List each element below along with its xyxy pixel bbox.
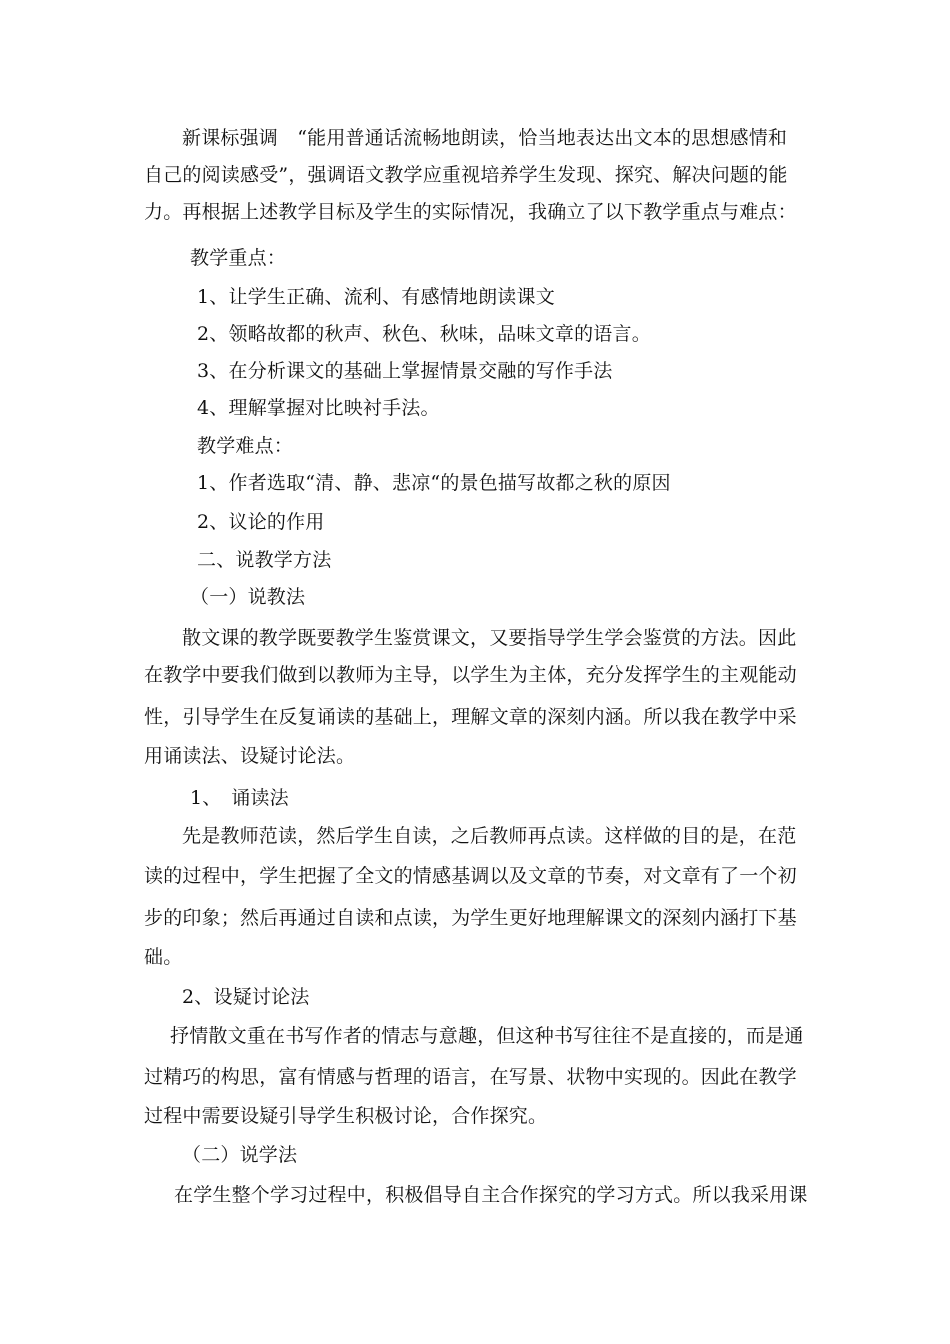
paragraph-line: 自己的阅读感受”，强调语文教学应重视培养学生发现、探究、解决问题的能 <box>144 164 788 186</box>
paragraph-line: 抒情散文重在书写作者的情志与意趣，但这种书写往往不是直接的，而是通 <box>170 1025 804 1047</box>
paragraph-line: 过程中需要设疑引导学生积极讨论，合作探究。 <box>144 1105 548 1127</box>
list-item: 2、领略故都的秋声、秋色、秋味，品味文章的语言。 <box>197 323 651 345</box>
paragraph-line: 步的印象；然后再通过自读和点读，为学生更好地理解课文的深刻内涵打下基 <box>144 907 797 929</box>
section-heading: 教学难点： <box>197 435 294 457</box>
subsection-heading: （一）说教法 <box>190 586 306 608</box>
subsection-heading: （二）说学法 <box>182 1144 298 1166</box>
list-item: 2、议论的作用 <box>197 511 325 533</box>
paragraph-line: 读的过程中，学生把握了全文的情感基调以及文章的节奏，对文章有了一个初 <box>144 865 797 887</box>
paragraph-line: 散文课的教学既要教学生鉴赏课文，又要指导学生学会鉴赏的方法。因此 <box>182 627 797 649</box>
paragraph-line: 过精巧的构思，富有情感与哲理的语言，在写景、状物中实现的。因此在教学 <box>144 1066 797 1088</box>
paragraph-line: 础。 <box>144 946 183 968</box>
paragraph-line: 性，引导学生在反复诵读的基础上，理解文章的深刻内涵。所以我在教学中采 <box>144 706 797 728</box>
method-heading: 1、 诵读法 <box>190 787 289 809</box>
section-heading: 教学重点： <box>190 247 287 269</box>
paragraph-line: 先是教师范读，然后学生自读，之后教师再点读。这样做的目的是，在范 <box>182 825 797 847</box>
paragraph-line: 新课标强调 “能用普通话流畅地朗读，恰当地表达出文本的思想感情和 <box>182 127 788 149</box>
section-heading: 二、说教学方法 <box>197 549 332 571</box>
paragraph-line: 在学生整个学习过程中，积极倡导自主合作探究的学习方式。所以我采用课 <box>174 1184 808 1206</box>
paragraph-line: 用诵读法、设疑讨论法。 <box>144 745 356 767</box>
method-heading: 2、设疑讨论法 <box>182 986 310 1008</box>
list-item: 1、作者选取“清、静、悲凉“的景色描写故都之秋的原因 <box>197 472 671 494</box>
paragraph-line: 力。再根据上述教学目标及学生的实际情况，我确立了以下教学重点与难点： <box>144 201 797 223</box>
paragraph-line: 在教学中要我们做到以教师为主导，以学生为主体，充分发挥学生的主观能动 <box>144 664 797 686</box>
list-item: 4、理解掌握对比映衬手法。 <box>197 397 440 419</box>
list-item: 3、在分析课文的基础上掌握情景交融的写作手法 <box>197 360 613 382</box>
list-item: 1、让学生正确、流利、有感情地朗读课文 <box>197 286 555 308</box>
